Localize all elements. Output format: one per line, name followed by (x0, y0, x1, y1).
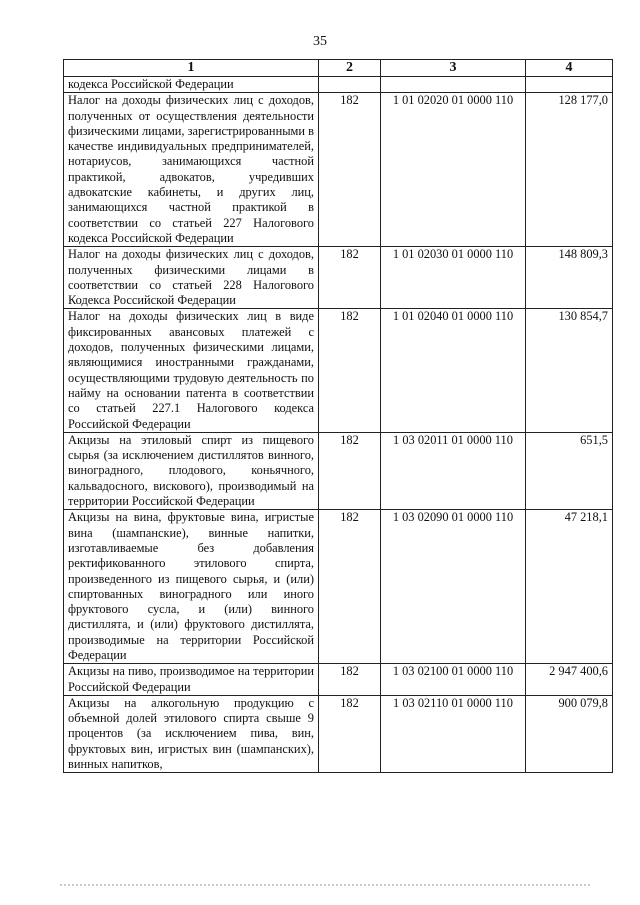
row-budget-code: 1 03 02100 01 0000 110 (381, 664, 526, 696)
page-number: 35 (313, 34, 327, 49)
row-admin-code (319, 77, 381, 93)
table-row (64, 309, 613, 432)
row-budget-code: 1 01 02030 01 0000 110 (381, 247, 526, 309)
row-admin-code: 182 (319, 664, 381, 696)
scan-edge-rule (60, 884, 590, 886)
row-budget-code: 1 01 02040 01 0000 110 (381, 309, 526, 432)
row-admin-code: 182 (319, 695, 381, 772)
row-name: Акцизы на пиво, производимое на территории Российской Федерации (64, 664, 319, 696)
row-name: Акцизы на этиловый спирт из пищевого сырья (за исключением дистиллятов винного, виноградного, плодового, коньячного, кальвадосного, вискового), производимый на территории Российской Федерации (64, 432, 319, 509)
row-name: Налог на доходы физических лиц с доходов, полученных от осуществления деятельности физическими лицами, зарегистрированными в качестве индивидуальных предпринимателей, нотариусов, занимающихся частной практикой, адвокатов, учредивших адвокатские кабинеты, и других лиц, занимающихся частной практикой в соответствии со статьей 227 Налогового кодекса Российской Федерации (64, 93, 319, 247)
row-admin-code: 182 (319, 510, 381, 664)
row-admin-code: 182 (319, 93, 381, 247)
table-row (64, 247, 613, 309)
row-admin-code: 182 (319, 247, 381, 309)
row-budget-code: 1 03 02090 01 0000 110 (381, 510, 526, 664)
row-name: Налог на доходы физических лиц с доходов, полученных физическими лицами в соответствии со статьей 228 Налогового Кодекса Российской Федерации (64, 247, 319, 309)
row-budget-code (381, 77, 526, 93)
row-amount (526, 77, 613, 93)
header-col-2: 2 (319, 60, 381, 77)
header-col-4: 4 (526, 60, 613, 77)
budget-revenue-table (63, 59, 613, 773)
row-budget-code: 1 03 02011 01 0000 110 (381, 432, 526, 509)
table-row (64, 664, 613, 696)
row-name: Акцизы на вина, фруктовые вина, игристые вина (шампанские), винные напитки, изготавливаемые без добавления ректификованного этилового спирта, произведенного из пищевого сырья, и (или) спиртованных виноградного или иного фруктового сусла, и (или) винного дистиллята, и (или) фруктового дистиллята, производимые на территории Российской Федерации (64, 510, 319, 664)
row-name: Налог на доходы физических лиц в виде фиксированных авансовых платежей с доходов, полученных физическими лицами, являющимися иностранными гражданами, осуществляющими трудовую деятельность по найму на основании патента в соответствии со статьей 227.1 Налогового кодекса Российской Федерации (64, 309, 319, 432)
table-row (64, 695, 613, 772)
row-budget-code: 1 03 02110 01 0000 110 (381, 695, 526, 772)
row-amount: 651,5 (526, 432, 613, 509)
header-col-1: 1 (64, 60, 319, 77)
table-row (64, 510, 613, 664)
row-amount: 900 079,8 (526, 695, 613, 772)
row-budget-code: 1 01 02020 01 0000 110 (381, 93, 526, 247)
row-admin-code: 182 (319, 432, 381, 509)
row-amount: 148 809,3 (526, 247, 613, 309)
table-header-row (64, 60, 613, 77)
table-row (64, 432, 613, 509)
row-admin-code: 182 (319, 309, 381, 432)
row-name: кодекса Российской Федерации (64, 77, 319, 93)
table-row (64, 77, 613, 93)
header-col-3: 3 (381, 60, 526, 77)
row-amount: 47 218,1 (526, 510, 613, 664)
row-amount: 128 177,0 (526, 93, 613, 247)
row-amount: 2 947 400,6 (526, 664, 613, 696)
table-row (64, 93, 613, 247)
row-amount: 130 854,7 (526, 309, 613, 432)
row-name: Акцизы на алкогольную продукцию с объемной долей этилового спирта свыше 9 процентов (за исключением пива, вин, фруктовых вин, игристых вин (шампанских), винных напитков, (64, 695, 319, 772)
